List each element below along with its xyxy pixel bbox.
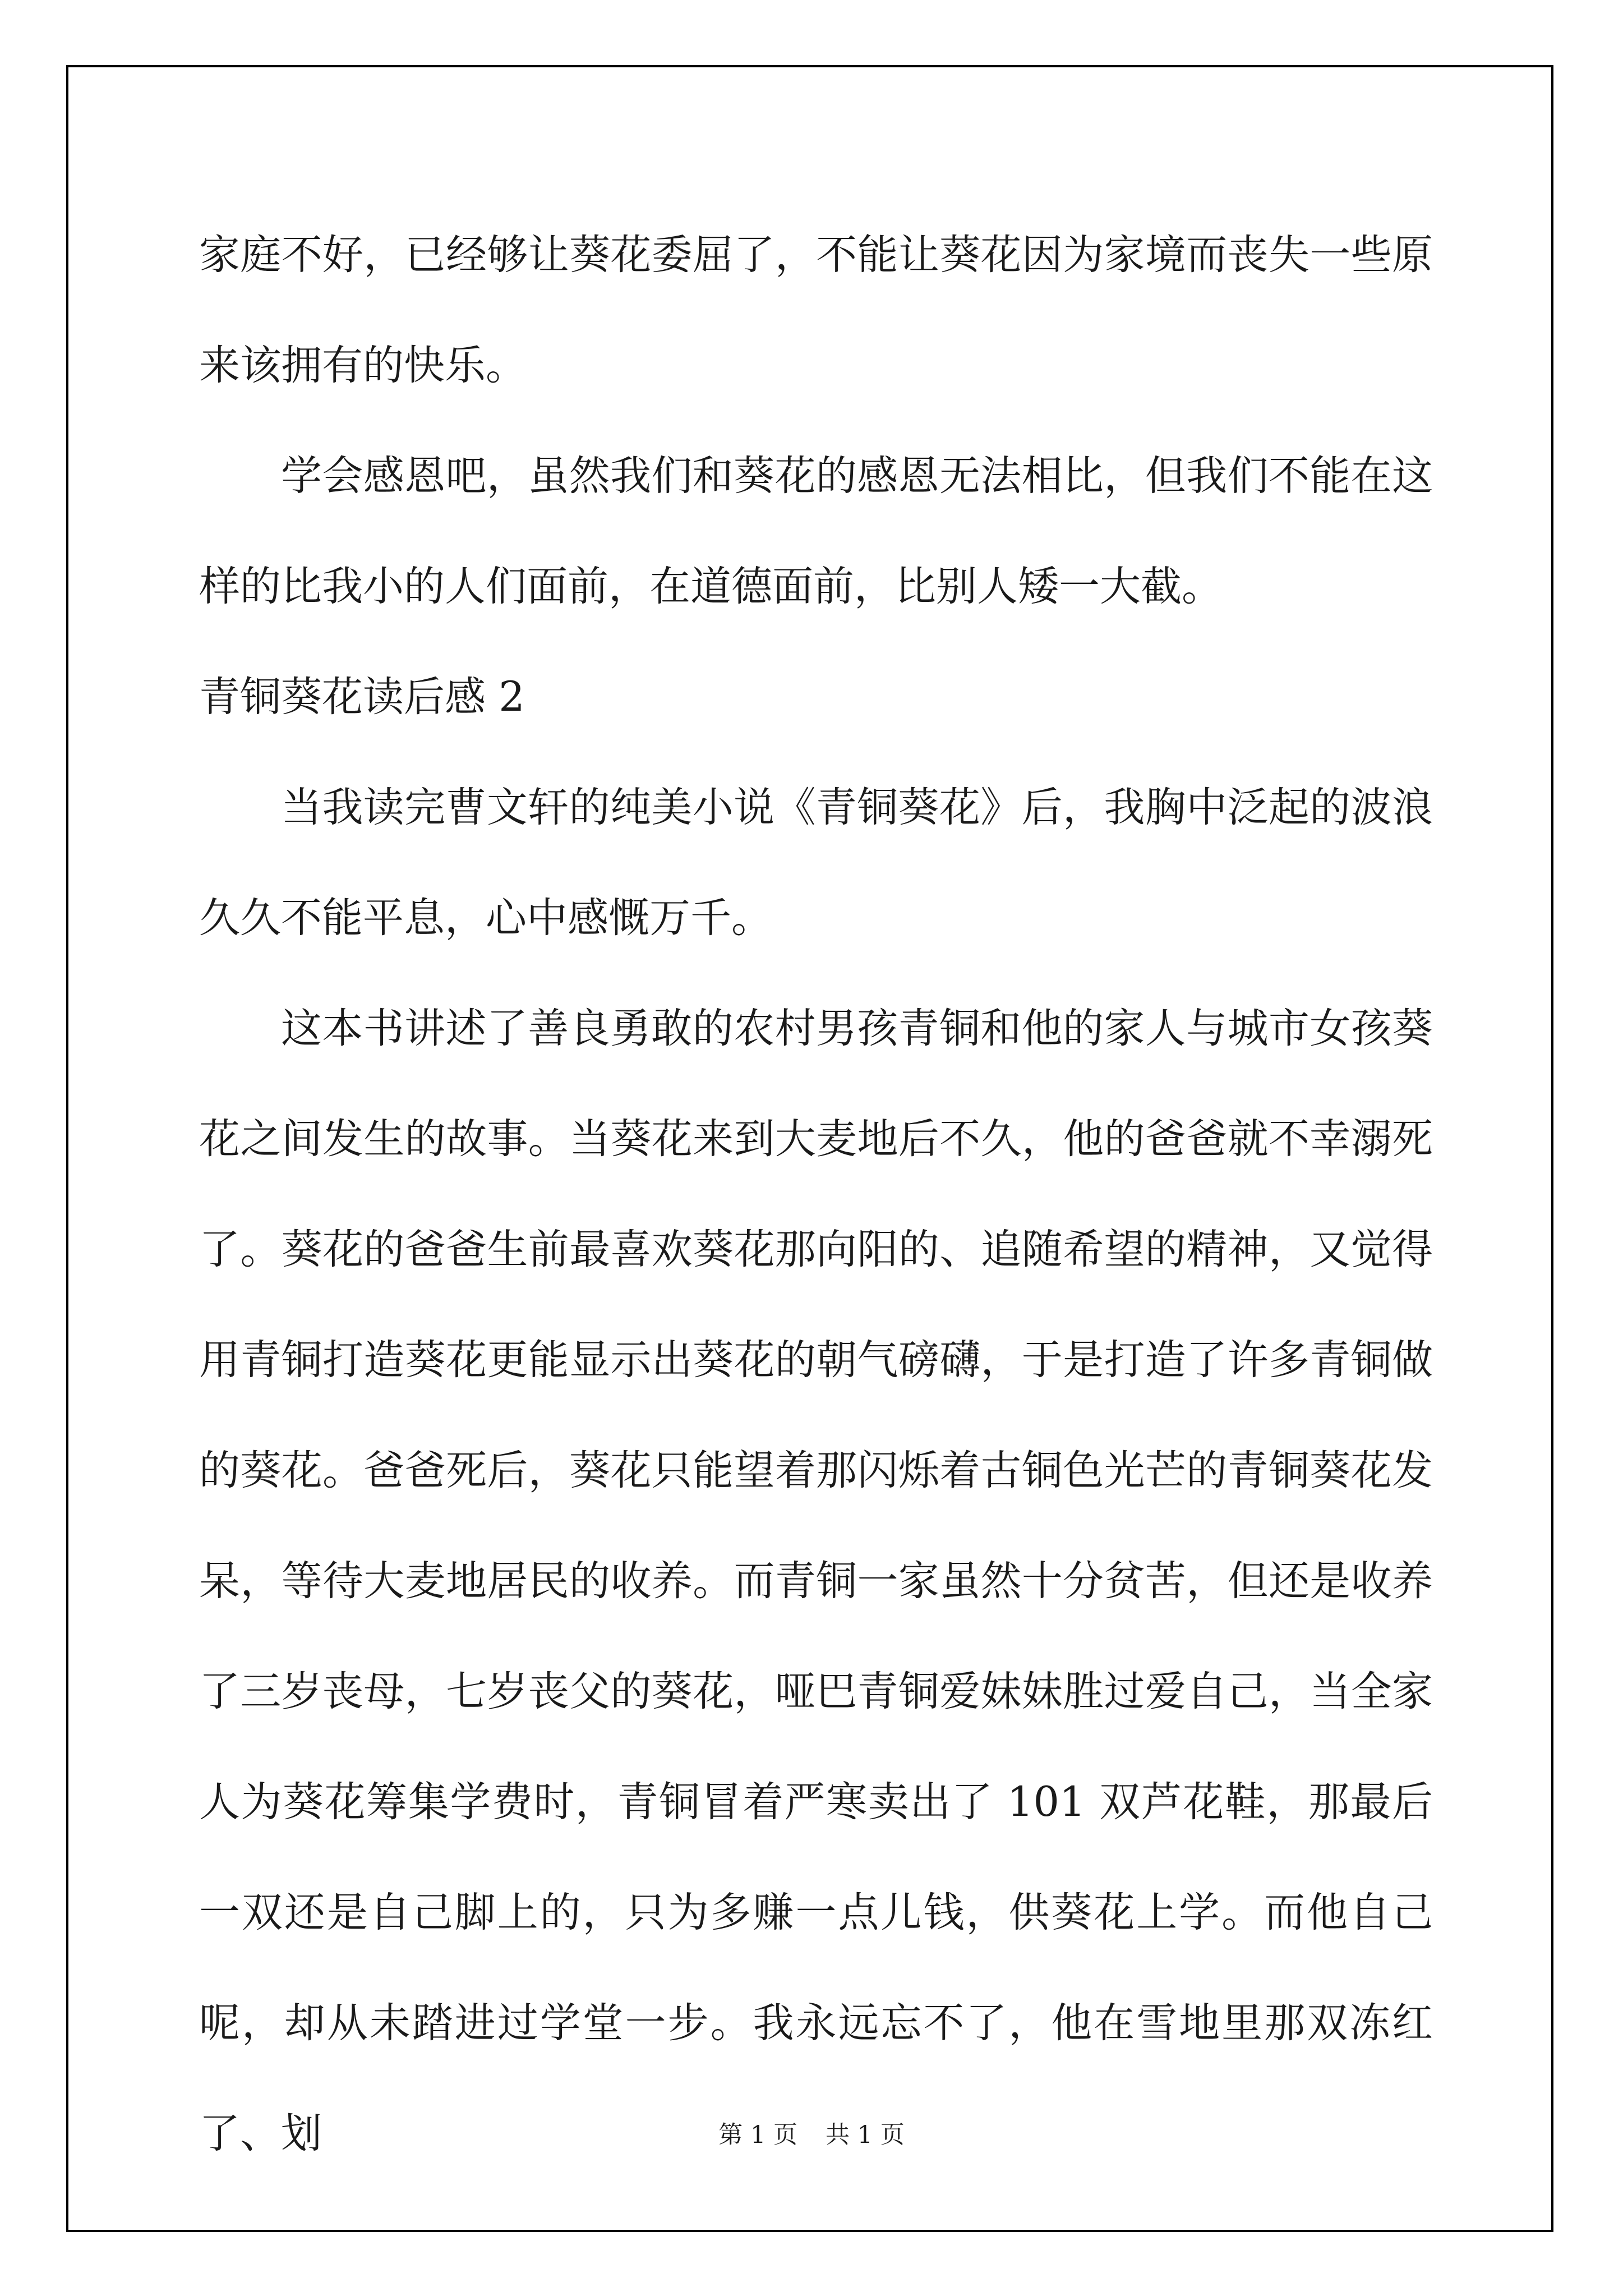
paragraph-story: 这本书讲述了善良勇敢的农村男孩青铜和他的家人与城市女孩葵花之间发生的故事。当葵花来到大麦地后不久，他的爸爸就不幸溺死了。葵花的爸爸生前最喜欢葵花那向阳的、追随希望的精神，又觉得用青铜打造葵花更能显示出葵花的朝气磅礴，于是打造了许多青铜做的葵花。爸爸死后，葵花只能望着那闪烁着古铜色光芒的青铜葵花发呆，等待大麦地居民的收养。而青铜一家虽然十分贫苦，但还是收养了三岁丧母，七岁丧父的葵花，哑巴青铜爱妹妹胜过爱自己，当全家人为葵花筹集学费时，青铜冒着严寒卖出了 101 双芦花鞋，那最后一双还是自己脚上的，只为多赚一点儿钱，供葵花上学。而他自己呢，却从未踏进过学堂一步。我永远忘不了，他在雪地里那双冻红了、划 bbox=[199, 1005, 1433, 2157]
page-total: 共 1 页 bbox=[826, 2121, 905, 2149]
document-body bbox=[199, 200, 1433, 2189]
paragraph-continuation: 家庭不好，已经够让葵花委屈了，不能让葵花因为家境而丧失一些原来该拥有的快乐。 bbox=[199, 231, 1433, 389]
page-footer bbox=[0, 2118, 1623, 2152]
page-number: 第 1 页 bbox=[718, 2121, 797, 2149]
paragraph-intro: 当我读完曹文轩的纯美小说《青铜葵花》后，我胸中泛起的波浪久久不能平息，心中感慨万千。 bbox=[199, 784, 1433, 942]
paragraph-gratitude: 学会感恩吧，虽然我们和葵花的感恩无法相比，但我们不能在这样的比我小的人们面前，在道德面前，比别人矮一大截。 bbox=[199, 452, 1433, 610]
section-heading: 青铜葵花读后感 2 bbox=[199, 673, 525, 721]
